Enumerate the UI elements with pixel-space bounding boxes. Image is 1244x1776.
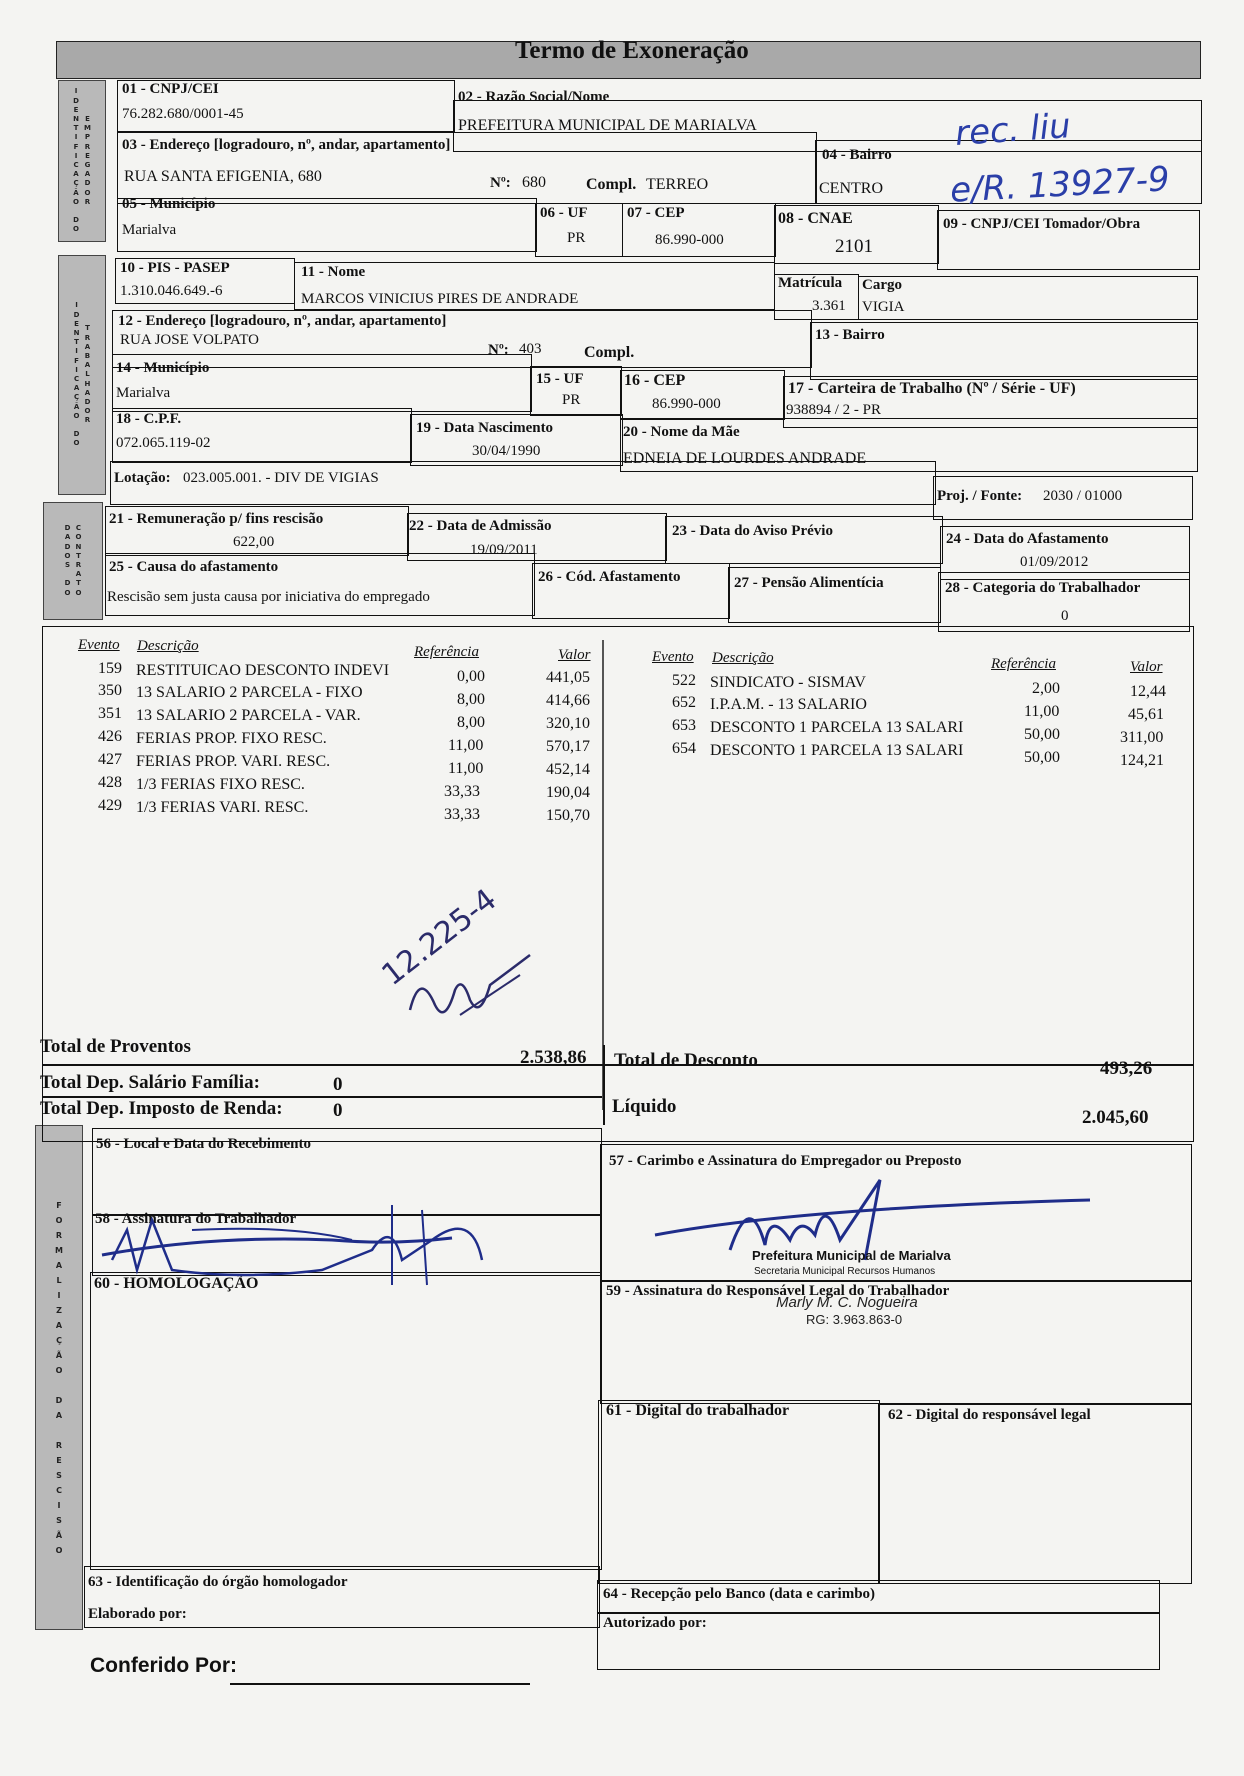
- event-desc: FERIAS PROP. FIXO RESC.: [136, 730, 327, 747]
- event-ref: 33,33: [444, 806, 480, 823]
- conferido-label: Conferido Por:: [90, 1654, 237, 1677]
- f15-label: 15 - UF: [536, 371, 584, 387]
- sidebar-text-col1: I D E N T I F I C A Ç Ã O D O: [73, 87, 79, 234]
- event-ref: 50,00: [1024, 726, 1060, 743]
- total-familia-value: 0: [333, 1074, 343, 1095]
- cargo-box: [858, 276, 1198, 320]
- event-value: 124,21: [1120, 752, 1164, 769]
- event-value: 452,14: [546, 761, 590, 778]
- f08-value: 2101: [835, 236, 873, 257]
- totals-vertical: [603, 1045, 605, 1125]
- header-evento-left: Evento: [78, 637, 120, 653]
- total-desconto-value: 493,26: [1100, 1058, 1153, 1079]
- sidebar-text-col1: F O R M A L I Z A Ç Ã O D A R E S C I S Ã O: [55, 1200, 63, 1555]
- lotacao-value: 023.005.001. - DIV DE VIGIAS: [183, 470, 379, 486]
- f07-label: 07 - CEP: [627, 205, 685, 221]
- event-ref: 8,00: [457, 691, 485, 708]
- stamp-line-1: Prefeitura Municipal de Marialva: [752, 1248, 951, 1263]
- sidebar-text-col2: T R A B A L H A D O R: [84, 324, 91, 425]
- handwritten-note-er: e/R. 13927-9: [949, 159, 1171, 211]
- matricula-value: 3.361: [812, 298, 846, 314]
- total-proventos-value: 2.538,86: [520, 1047, 587, 1068]
- stamp-line-4: RG: 3.963.863-0: [806, 1312, 903, 1327]
- total-familia-label: Total Dep. Salário Família:: [40, 1072, 260, 1093]
- f17-value: 938894 / 2 - PR: [786, 402, 882, 418]
- event-value: 441,05: [546, 669, 590, 686]
- f08-label: 08 - CNAE: [778, 210, 853, 227]
- event-value: 12,44: [1130, 683, 1166, 700]
- f60-label: 60 - HOMOLOGAÇÃO: [94, 1275, 259, 1292]
- total-desconto-label: Total de Desconto: [614, 1050, 758, 1071]
- f03-compl-value: TERREO: [646, 176, 709, 193]
- f12-label: 12 - Endereço [logradouro, nº, andar, apartamento]: [118, 313, 447, 329]
- f28-value: 0: [1061, 608, 1069, 624]
- total-ir-label: Total Dep. Imposto de Renda:: [40, 1098, 283, 1119]
- matricula-label: Matrícula: [778, 275, 843, 291]
- event-value: 320,10: [546, 715, 590, 732]
- f28-label: 28 - Categoria do Trabalhador: [945, 580, 1141, 596]
- f59-label: 59 - Assinatura do Responsável Legal do Trabalhador: [606, 1283, 950, 1299]
- lotacao-label: Lotação:: [114, 470, 171, 486]
- f56-label: 56 - Local e Data do Recebimento: [96, 1136, 311, 1152]
- sidebar-text-col1: D A D O S D O: [64, 524, 71, 597]
- f03-compl-label: Compl.: [586, 176, 637, 193]
- event-desc: DESCONTO 1 PARCELA 13 SALARI: [710, 719, 964, 736]
- f15-value: PR: [562, 392, 581, 408]
- f20-label: 20 - Nome da Mãe: [623, 424, 740, 440]
- f60-box: [90, 1272, 602, 1570]
- f12-num-label: Nº:: [488, 342, 509, 358]
- event-ref: 2,00: [1032, 680, 1060, 697]
- event-desc: 13 SALARIO 2 PARCELA - VAR.: [136, 707, 361, 724]
- event-code: 351: [98, 705, 122, 722]
- sidebar-identificacao-empregador: [58, 80, 106, 242]
- stamp-line-3: Marly M. C. Nogueira: [776, 1294, 918, 1311]
- sidebar-dados-contrato: [43, 502, 103, 620]
- event-ref: 11,00: [1024, 703, 1060, 720]
- event-code: 350: [98, 682, 122, 699]
- header-descricao-right: Descrição: [712, 650, 774, 666]
- f18-value: 072.065.119-02: [116, 435, 211, 451]
- event-code: 522: [672, 672, 696, 689]
- conferido-line: [230, 1683, 530, 1685]
- f57-label: 57 - Carimbo e Assinatura do Empregador ou Preposto: [609, 1153, 962, 1169]
- header-referencia-left: Referência: [414, 644, 479, 660]
- event-ref: 11,00: [448, 737, 484, 754]
- f10-label: 10 - PIS - PASEP: [120, 260, 230, 276]
- f21-label: 21 - Remuneração p/ fins rescisão: [109, 511, 324, 527]
- f09-label: 09 - CNPJ/CEI Tomador/Obra: [943, 216, 1141, 232]
- f27-label: 27 - Pensão Alimentícia: [734, 575, 884, 591]
- f11-label: 11 - Nome: [301, 264, 366, 280]
- event-desc: 1/3 FERIAS FIXO RESC.: [136, 776, 305, 793]
- event-value: 190,04: [546, 784, 590, 801]
- sidebar-text-col1: I D E N T I F I C A Ç Ã O D O: [73, 301, 80, 448]
- event-desc: SINDICATO - SISMAV: [710, 674, 866, 691]
- f14-label: 14 - Município: [116, 360, 210, 376]
- event-code: 426: [98, 728, 122, 745]
- sidebar-text-col2: C O N T R A T O: [75, 524, 82, 597]
- event-value: 414,66: [546, 692, 590, 709]
- total-ir-value: 0: [333, 1100, 343, 1121]
- handwritten-note-rec: rec. liu: [953, 106, 1072, 154]
- f07-value: 86.990-000: [655, 232, 724, 248]
- f20-value: EDNEIA DE LOURDES ANDRADE: [623, 450, 867, 467]
- f19-label: 19 - Data Nascimento: [416, 420, 554, 436]
- event-desc: DESCONTO 1 PARCELA 13 SALARI: [710, 742, 964, 759]
- event-value: 570,17: [546, 738, 590, 755]
- event-ref: 33,33: [444, 783, 480, 800]
- cargo-label: Cargo: [862, 277, 902, 293]
- header-valor-right: Valor: [1130, 659, 1163, 675]
- f03-value: RUA SANTA EFIGENIA, 680: [124, 168, 322, 185]
- event-desc: 1/3 FERIAS VARI. RESC.: [136, 799, 309, 816]
- f04-label: 04 - Bairro: [822, 147, 892, 163]
- f23-label: 23 - Data do Aviso Prévio: [672, 523, 833, 539]
- sidebar-identificacao-trabalhador: [58, 255, 106, 495]
- f61-label: 61 - Digital do trabalhador: [606, 1402, 790, 1419]
- f06-value: PR: [567, 230, 586, 246]
- event-desc: FERIAS PROP. VARI. RESC.: [136, 753, 331, 770]
- worker-signature: [92, 1190, 552, 1290]
- f11-value: MARCOS VINICIUS PIRES DE ANDRADE: [301, 291, 579, 307]
- f16-label: 16 - CEP: [624, 372, 686, 389]
- stamp-line-2: Secretaria Municipal Recursos Humanos: [754, 1266, 936, 1277]
- f25-value: Rescisão sem justa causa por iniciativa do empregado: [107, 589, 430, 605]
- f24-value: 01/09/2012: [1020, 554, 1089, 570]
- event-code: 429: [98, 797, 122, 814]
- event-code: 428: [98, 774, 122, 791]
- handwritten-scribble: [400, 950, 550, 1030]
- event-desc: 13 SALARIO 2 PARCELA - FIXO: [136, 684, 363, 701]
- total-proventos-label: Total de Proventos: [40, 1036, 191, 1057]
- event-code: 652: [672, 694, 696, 711]
- f26-label: 26 - Cód. Afastamento: [538, 569, 681, 585]
- f14-value: Marialva: [116, 385, 171, 401]
- f64-divider: [597, 1612, 1160, 1614]
- proj-label: Proj. / Fonte:: [937, 488, 1023, 504]
- f05-label: 05 - Município: [122, 196, 216, 212]
- header-descricao-left: Descrição: [137, 638, 199, 654]
- sidebar-text-col2: E M P R E G A D O R: [83, 114, 91, 206]
- event-code: 654: [672, 740, 696, 757]
- f63-label: 63 - Identificação do órgão homologador: [88, 1574, 348, 1590]
- f19-value: 30/04/1990: [472, 443, 541, 459]
- f16-value: 86.990-000: [652, 396, 721, 412]
- handwritten-number: 12.225-4: [375, 882, 504, 993]
- f02-label: 02 - Razão Social/Nome: [458, 89, 610, 105]
- page-title: Termo de Exoneração: [515, 37, 749, 64]
- event-value: 45,61: [1128, 706, 1164, 723]
- f04-value: CENTRO: [819, 180, 883, 197]
- event-ref: 8,00: [457, 714, 485, 731]
- f13-label: 13 - Bairro: [815, 327, 885, 343]
- f05-value: Marialva: [122, 222, 177, 238]
- f12-num-value: 403: [519, 341, 542, 357]
- event-desc: I.P.A.M. - 13 SALARIO: [710, 696, 867, 713]
- f22-value: 19/09/2011: [470, 542, 538, 558]
- f03-label: 03 - Endereço [logradouro, nº, andar, apartamento]: [122, 137, 451, 153]
- cargo-value: VIGIA: [862, 299, 905, 315]
- f62-label: 62 - Digital do responsável legal: [888, 1407, 1091, 1423]
- f01-value: 76.282.680/0001-45: [122, 106, 244, 122]
- liquido-value: 2.045,60: [1082, 1107, 1149, 1128]
- f22-label: 22 - Data de Admissão: [409, 518, 552, 534]
- event-ref: 50,00: [1024, 749, 1060, 766]
- elaborado-label: Elaborado por:: [88, 1606, 187, 1622]
- f64-label: 64 - Recepção pelo Banco (data e carimbo): [603, 1586, 876, 1602]
- f17-label: 17 - Carteira de Trabalho (Nº / Série - UF): [788, 380, 1076, 397]
- event-code: 653: [672, 717, 696, 734]
- event-value: 311,00: [1120, 729, 1164, 746]
- header-evento-right: Evento: [652, 649, 694, 665]
- header-referencia-right: Referência: [991, 656, 1056, 672]
- event-ref: 0,00: [457, 668, 485, 685]
- f01-label: 01 - CNPJ/CEI: [122, 81, 219, 97]
- event-code: 427: [98, 751, 122, 768]
- event-code: 159: [98, 660, 122, 677]
- event-ref: 11,00: [448, 760, 484, 777]
- header-valor-left: Valor: [558, 647, 591, 663]
- sidebar-formalizacao-rescisao: [35, 1125, 83, 1630]
- f24-label: 24 - Data do Afastamento: [946, 531, 1109, 547]
- f03-num-label: Nº:: [490, 175, 511, 191]
- event-value: 150,70: [546, 807, 590, 824]
- f18-label: 18 - C.P.F.: [116, 411, 182, 427]
- f12-compl-label: Compl.: [584, 344, 635, 361]
- f03-num-value: 680: [522, 174, 546, 191]
- f61-box: [598, 1400, 880, 1584]
- autorizado-label: Autorizado por:: [603, 1615, 707, 1631]
- f25-label: 25 - Causa do afastamento: [109, 559, 279, 575]
- proj-value: 2030 / 01000: [1043, 488, 1123, 504]
- f10-value: 1.310.046.649.-6: [120, 283, 223, 299]
- f21-value: 622,00: [233, 534, 275, 550]
- f02-value: PREFEITURA MUNICIPAL DE MARIALVA: [458, 117, 757, 134]
- f58-label: 58 - Assinatura do Trabalhador: [95, 1211, 297, 1227]
- f62-box: [878, 1404, 1192, 1584]
- events-divider: [602, 640, 604, 1110]
- f06-label: 06 - UF: [540, 205, 588, 221]
- event-desc: RESTITUICAO DESCONTO INDEVI: [136, 662, 390, 679]
- f12-value: RUA JOSE VOLPATO: [120, 332, 259, 348]
- liquido-label: Líquido: [612, 1096, 677, 1117]
